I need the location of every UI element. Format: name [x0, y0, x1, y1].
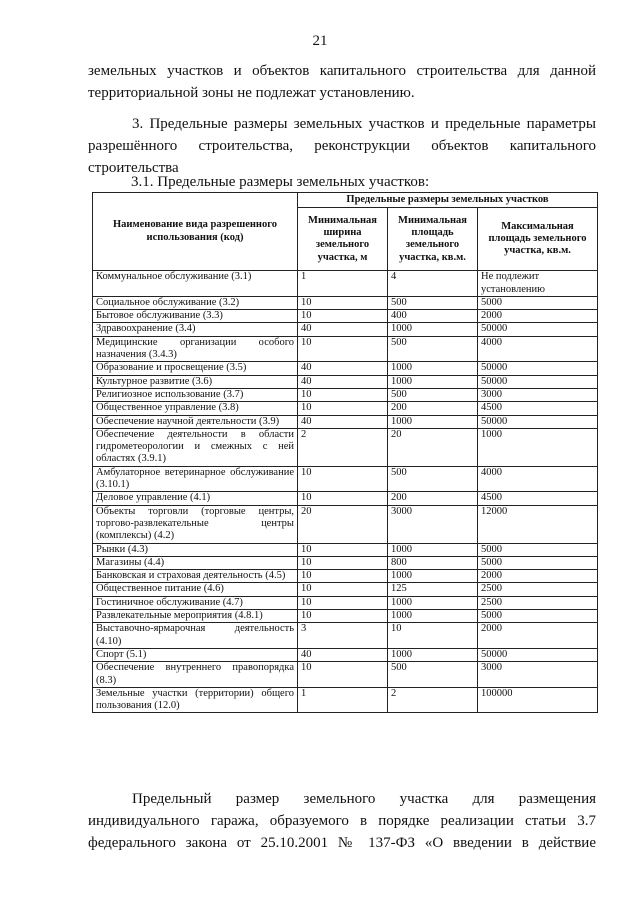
cell-min-width: 40: [298, 362, 388, 375]
cell-max-area: 5000: [478, 296, 598, 309]
cell-max-area: 50000: [478, 323, 598, 336]
cell-min-area: 500: [388, 466, 478, 492]
cell-max-area: 2000: [478, 570, 598, 583]
table-row: [93, 388, 598, 401]
cell-min-area: 20: [388, 428, 478, 466]
page-number: 21: [312, 33, 328, 49]
cell-min-area: 1000: [388, 323, 478, 336]
cell-max-area: 4500: [478, 402, 598, 415]
table-header-row: [93, 193, 598, 208]
col-header-name: Наименование вида разрешенного использования (код): [93, 193, 298, 271]
cell-min-width: 3: [298, 623, 388, 649]
cell-min-area: 125: [388, 583, 478, 596]
cell-min-width: 10: [298, 466, 388, 492]
cell-min-area: 10: [388, 623, 478, 649]
cell-use-name: Культурное развитие (3.6): [93, 375, 298, 388]
table-row: [93, 610, 598, 623]
cell-use-name: Гостиничное обслуживание (4.7): [93, 596, 298, 609]
cell-max-area: 50000: [478, 648, 598, 661]
cell-use-name: Рынки (4.3): [93, 543, 298, 556]
table-row: [93, 583, 598, 596]
cell-min-width: 10: [298, 492, 388, 505]
subsection-heading: 3.1. Предельные размеры земельных участков:: [131, 174, 430, 190]
table-row: [93, 492, 598, 505]
cell-max-area: 5000: [478, 556, 598, 569]
footer-line: Предельный размер земельного участка для размещения: [132, 791, 596, 807]
cell-max-area: 2500: [478, 596, 598, 609]
table-row: [93, 271, 598, 297]
cell-min-area: 200: [388, 492, 478, 505]
plot-size-table: [92, 192, 598, 713]
cell-min-area: 1000: [388, 543, 478, 556]
cell-max-area: 50000: [478, 375, 598, 388]
table-row: [93, 623, 598, 649]
cell-max-area: 5000: [478, 610, 598, 623]
cell-max-area: 2000: [478, 623, 598, 649]
footer-line: индивидуального гаража, образуемого в порядке реализации статьи 3.7: [88, 813, 596, 829]
cell-min-area: 1000: [388, 415, 478, 428]
footer-line: федерального закона от 25.10.2001 № 137-ФЗ «О введении в действие: [88, 835, 596, 851]
table-row: [93, 296, 598, 309]
cell-max-area: 2500: [478, 583, 598, 596]
cell-min-area: 1000: [388, 648, 478, 661]
section-3-line: 3. Предельные размеры земельных участков и предельные параметры: [132, 116, 596, 132]
cell-min-width: 10: [298, 556, 388, 569]
table-row: [93, 428, 598, 466]
cell-max-area: Не подлежит установлению: [478, 271, 598, 297]
table-row: [93, 375, 598, 388]
col-header-min-area: Минимальная площадь земельного участка, кв.м.: [388, 208, 478, 271]
cell-use-name: Обеспечение научной деятельности (3.9): [93, 415, 298, 428]
cell-use-name: Обеспечение деятельности в области гидрометеорологии и смежных с ней областях (3.9.1): [93, 428, 298, 466]
table-row: [93, 362, 598, 375]
cell-min-width: 40: [298, 415, 388, 428]
table-row: [93, 402, 598, 415]
intro-line: земельных участков и объектов капитального строительства для данной: [88, 63, 596, 79]
cell-min-width: 20: [298, 505, 388, 543]
table-row: [93, 505, 598, 543]
cell-max-area: 50000: [478, 362, 598, 375]
cell-min-width: 10: [298, 610, 388, 623]
cell-max-area: 5000: [478, 543, 598, 556]
cell-min-area: 1000: [388, 610, 478, 623]
intro-line-last: территориальной зоны не подлежат установлению.: [88, 85, 415, 101]
cell-min-width: 10: [298, 336, 388, 362]
cell-max-area: 4000: [478, 466, 598, 492]
cell-use-name: Выставочно-ярмарочная деятельность (4.10): [93, 623, 298, 649]
cell-min-width: 10: [298, 388, 388, 401]
cell-min-width: 10: [298, 296, 388, 309]
cell-min-width: 2: [298, 428, 388, 466]
cell-min-width: 10: [298, 310, 388, 323]
cell-min-area: 3000: [388, 505, 478, 543]
col-header-max-area: Максимальная площадь земельного участка, кв.м.: [478, 208, 598, 271]
cell-min-area: 500: [388, 336, 478, 362]
cell-use-name: Здравоохранение (3.4): [93, 323, 298, 336]
cell-use-name: Объекты торговли (торговые центры, торгово-развлекательные центры (комплексы) (4.2): [93, 505, 298, 543]
table-row: [93, 336, 598, 362]
cell-min-width: 10: [298, 662, 388, 688]
table-row: [93, 687, 598, 713]
cell-min-width: 40: [298, 323, 388, 336]
cell-max-area: 100000: [478, 687, 598, 713]
cell-use-name: Магазины (4.4): [93, 556, 298, 569]
cell-max-area: 50000: [478, 415, 598, 428]
table-row: [93, 596, 598, 609]
col-header-min-width: Минимальная ширина земельного участка, м: [298, 208, 388, 271]
cell-use-name: Земельные участки (территории) общего пользования (12.0): [93, 687, 298, 713]
table-row: [93, 648, 598, 661]
table-row: [93, 543, 598, 556]
table-row: [93, 570, 598, 583]
cell-use-name: Развлекательные мероприятия (4.8.1): [93, 610, 298, 623]
cell-min-width: 10: [298, 570, 388, 583]
cell-min-width: 40: [298, 648, 388, 661]
cell-use-name: Социальное обслуживание (3.2): [93, 296, 298, 309]
section-3-line: разрешённого строительства, реконструкции объектов капитального: [88, 138, 596, 154]
cell-min-area: 4: [388, 271, 478, 297]
section-3-line-last: строительства: [88, 160, 179, 176]
col-group-header: Предельные размеры земельных участков: [298, 193, 598, 208]
cell-use-name: Спорт (5.1): [93, 648, 298, 661]
cell-use-name: Общественное управление (3.8): [93, 402, 298, 415]
cell-max-area: 4000: [478, 336, 598, 362]
cell-min-area: 500: [388, 296, 478, 309]
cell-max-area: 2000: [478, 310, 598, 323]
table-row: [93, 415, 598, 428]
cell-max-area: 12000: [478, 505, 598, 543]
cell-min-width: 40: [298, 375, 388, 388]
cell-min-area: 400: [388, 310, 478, 323]
cell-min-area: 500: [388, 388, 478, 401]
intro-paragraph: [88, 60, 596, 104]
cell-min-width: 1: [298, 687, 388, 713]
cell-use-name: Коммунальное обслуживание (3.1): [93, 271, 298, 297]
cell-min-area: 500: [388, 662, 478, 688]
cell-use-name: Религиозное использование (3.7): [93, 388, 298, 401]
footer-paragraph: [88, 788, 596, 854]
cell-min-area: 2: [388, 687, 478, 713]
cell-use-name: Общественное питание (4.6): [93, 583, 298, 596]
table-row: [93, 556, 598, 569]
cell-use-name: Обеспечение внутреннего правопорядка (8.3): [93, 662, 298, 688]
cell-min-area: 1000: [388, 596, 478, 609]
cell-min-width: 10: [298, 596, 388, 609]
table-row: [93, 323, 598, 336]
table-row: [93, 466, 598, 492]
cell-max-area: 4500: [478, 492, 598, 505]
table-row: [93, 310, 598, 323]
cell-max-area: 3000: [478, 388, 598, 401]
cell-min-width: 10: [298, 402, 388, 415]
table-body: [93, 271, 598, 713]
cell-use-name: Образование и просвещение (3.5): [93, 362, 298, 375]
cell-use-name: Медицинские организации особого назначения (3.4.3): [93, 336, 298, 362]
cell-use-name: Бытовое обслуживание (3.3): [93, 310, 298, 323]
cell-use-name: Банковская и страховая деятельность (4.5): [93, 570, 298, 583]
cell-max-area: 1000: [478, 428, 598, 466]
cell-min-area: 1000: [388, 570, 478, 583]
cell-use-name: Амбулаторное ветеринарное обслуживание (3.10.1): [93, 466, 298, 492]
cell-min-area: 800: [388, 556, 478, 569]
cell-min-width: 10: [298, 543, 388, 556]
cell-max-area: 3000: [478, 662, 598, 688]
table-row: [93, 662, 598, 688]
cell-min-area: 200: [388, 402, 478, 415]
cell-use-name: Деловое управление (4.1): [93, 492, 298, 505]
section-3-paragraph: [88, 113, 596, 179]
cell-min-area: 1000: [388, 375, 478, 388]
cell-min-area: 1000: [388, 362, 478, 375]
cell-min-width: 10: [298, 583, 388, 596]
cell-min-width: 1: [298, 271, 388, 297]
